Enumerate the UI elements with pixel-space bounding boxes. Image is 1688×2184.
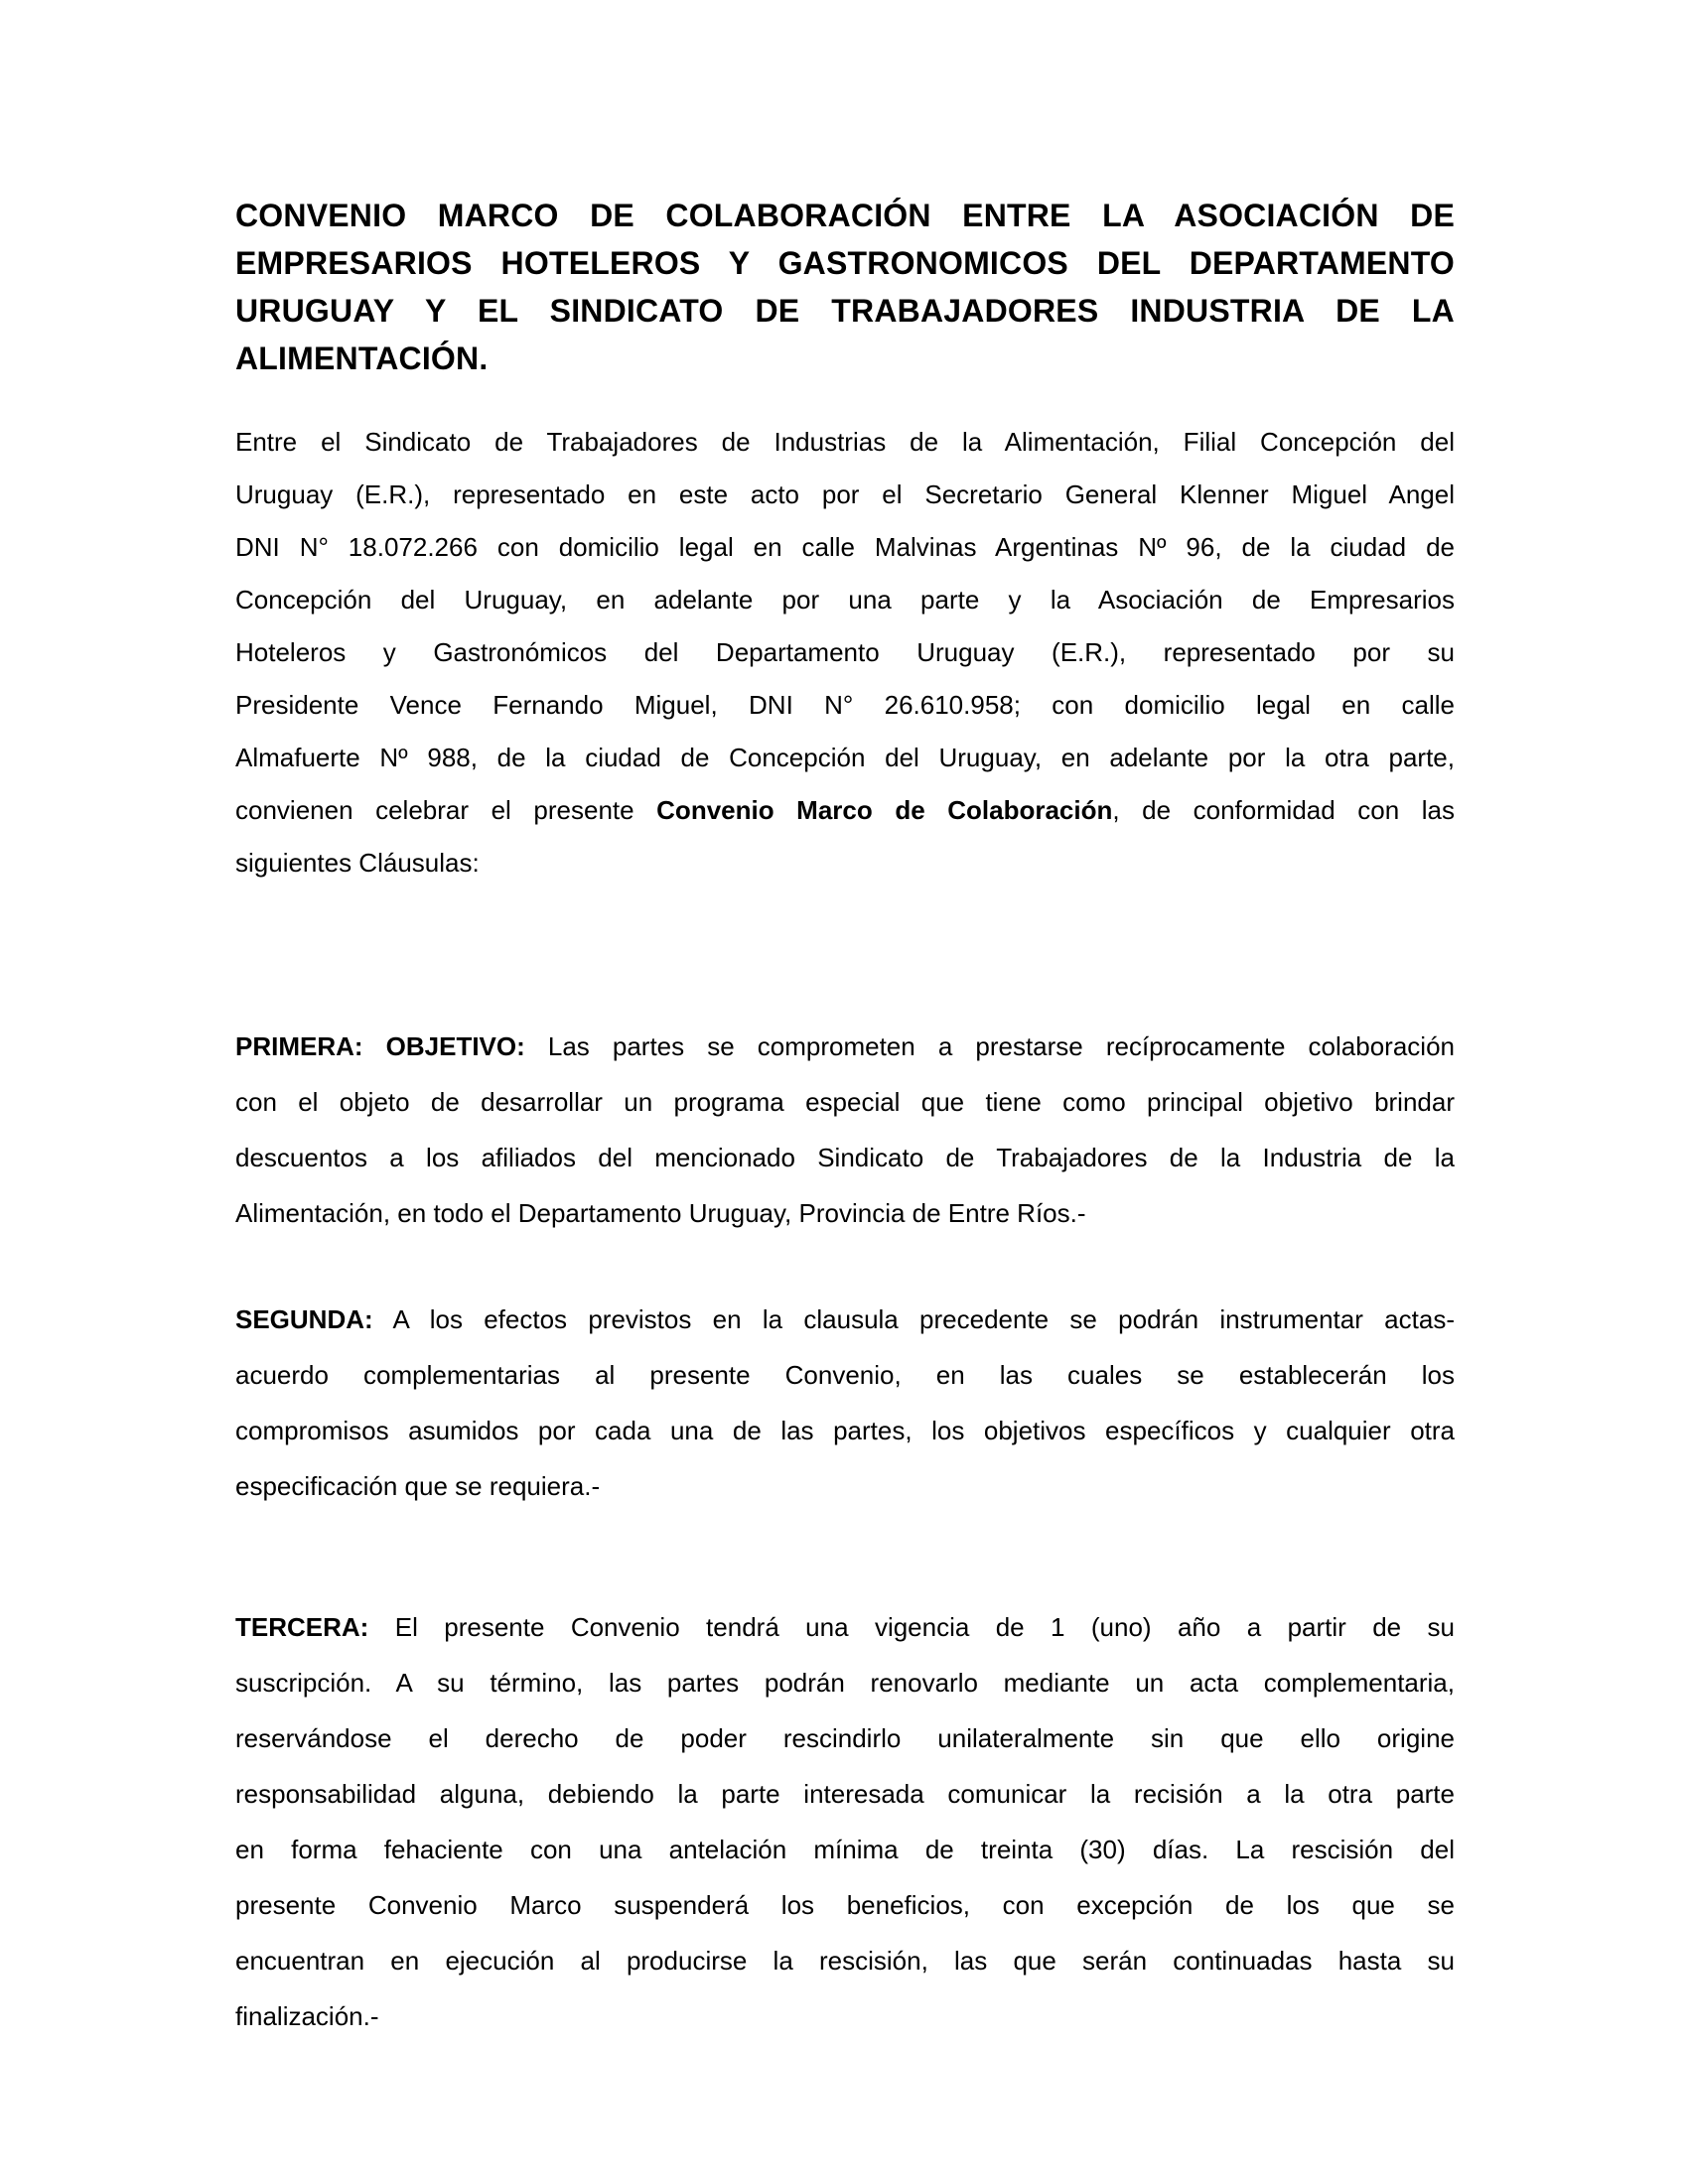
text-line [235, 1292, 1455, 1347]
clause-label: TERCERA: [235, 1612, 369, 1642]
line-text: Concepción del Uruguay, en adelante por una parte y la Asociación de Empresarios [235, 585, 1455, 614]
line-text: , de conformidad con las [1112, 795, 1455, 825]
text-line [235, 1458, 1455, 1514]
line-text: convienen celebrar el presente [235, 795, 657, 825]
clause-label: PRIMERA: OBJETIVO: [235, 1031, 525, 1061]
text-line [235, 1988, 1455, 2044]
line-text: siguientes Cláusulas: [235, 848, 480, 878]
line-text: presente Convenio Marco suspenderá los beneficios, con excepción de los que se [235, 1890, 1455, 1920]
line-text: reservándose el derecho de poder rescindirlo unilateralmente sin que ello origine [235, 1723, 1455, 1753]
text-line [235, 469, 1455, 521]
line-text: Entre el Sindicato de Trabajadores de Industrias de la Alimentación, Filial Concepción del [235, 427, 1455, 457]
text-line [235, 1766, 1455, 1822]
text-line [235, 1185, 1455, 1241]
line-text: responsabilidad alguna, debiendo la parte interesada comunicar la recisión a la otra parte [235, 1779, 1455, 1809]
text-line [235, 574, 1455, 626]
line-text: especificación que se requiera.- [235, 1471, 601, 1501]
line-text: compromisos asumidos por cada una de las partes, los objetivos específicos y cualquier otra [235, 1416, 1455, 1445]
line-text: DNI N° 18.072.266 con domicilio legal en calle Malvinas Argentinas Nº 96, de la ciudad de [235, 532, 1455, 562]
line-text: finalización.- [235, 2001, 379, 2031]
line-text: Hoteleros y Gastronómicos del Departamento Uruguay (E.R.), representado por su [235, 637, 1455, 667]
text-line [235, 1822, 1455, 1877]
document-title [235, 192, 1455, 382]
line-text: descuentos a los afiliados del mencionado Sindicato de Trabajadores de la Industria de la [235, 1143, 1455, 1172]
text-line [235, 416, 1455, 469]
text-line [235, 1655, 1455, 1710]
text-line [235, 1130, 1455, 1185]
line-text: suscripción. A su término, las partes podrán renovarlo mediante un acta complementaria, [235, 1668, 1455, 1698]
clause-primera [235, 1019, 1455, 1241]
clause-tercera [235, 1599, 1455, 2044]
line-text: Alimentación, en todo el Departamento Uruguay, Provincia de Entre Ríos.- [235, 1198, 1086, 1228]
text-line [235, 626, 1455, 679]
text-line [235, 679, 1455, 732]
clause-segunda [235, 1292, 1455, 1514]
title-line: CONVENIO MARCO DE COLABORACIÓN ENTRE LA ASOCIACIÓN DE [235, 198, 1455, 233]
line-text: encuentran en ejecución al producirse la rescisión, las que serán continuadas hasta su [235, 1946, 1455, 1976]
text-line [235, 1933, 1455, 1988]
text-line [235, 732, 1455, 784]
text-line [235, 1599, 1455, 1655]
intro-paragraph [235, 416, 1455, 889]
line-bold-text: Convenio Marco de Colaboración [656, 795, 1113, 825]
line-text: El presente Convenio tendrá una vigencia de 1 (uno) año a partir de su [368, 1612, 1455, 1642]
text-line [235, 784, 1455, 837]
clause-label: SEGUNDA: [235, 1304, 373, 1334]
line-text: con el objeto de desarrollar un programa especial que tiene como principal objetivo brindar [235, 1087, 1455, 1117]
line-text: en forma fehaciente con una antelación mínima de treinta (30) días. La rescisión del [235, 1835, 1455, 1864]
line-text: acuerdo complementarias al presente Convenio, en las cuales se establecerán los [235, 1360, 1455, 1390]
title-line: ALIMENTACIÓN. [235, 341, 489, 376]
line-text: Presidente Vence Fernando Miguel, DNI N° 26.610.958; con domicilio legal en calle [235, 690, 1455, 720]
line-text: Uruguay (E.R.), representado en este acto por el Secretario General Klenner Miguel Angel [235, 479, 1455, 509]
text-line [235, 1347, 1455, 1403]
text-line [235, 521, 1455, 574]
title-line: URUGUAY Y EL SINDICATO DE TRABAJADORES INDUSTRIA DE LA [235, 293, 1455, 329]
text-line [235, 1403, 1455, 1458]
text-line [235, 837, 1455, 889]
line-text: Almafuerte Nº 988, de la ciudad de Concepción del Uruguay, en adelante por la otra parte, [235, 743, 1455, 772]
text-line [235, 1074, 1455, 1130]
text-line [235, 1019, 1455, 1074]
text-line [235, 1710, 1455, 1766]
line-text: A los efectos previstos en la clausula precedente se podrán instrumentar actas- [372, 1304, 1455, 1334]
title-line: EMPRESARIOS HOTELEROS Y GASTRONOMICOS DEL DEPARTAMENTO [235, 245, 1455, 281]
line-text: Las partes se comprometen a prestarse recíprocamente colaboración [524, 1031, 1455, 1061]
text-line [235, 1877, 1455, 1933]
